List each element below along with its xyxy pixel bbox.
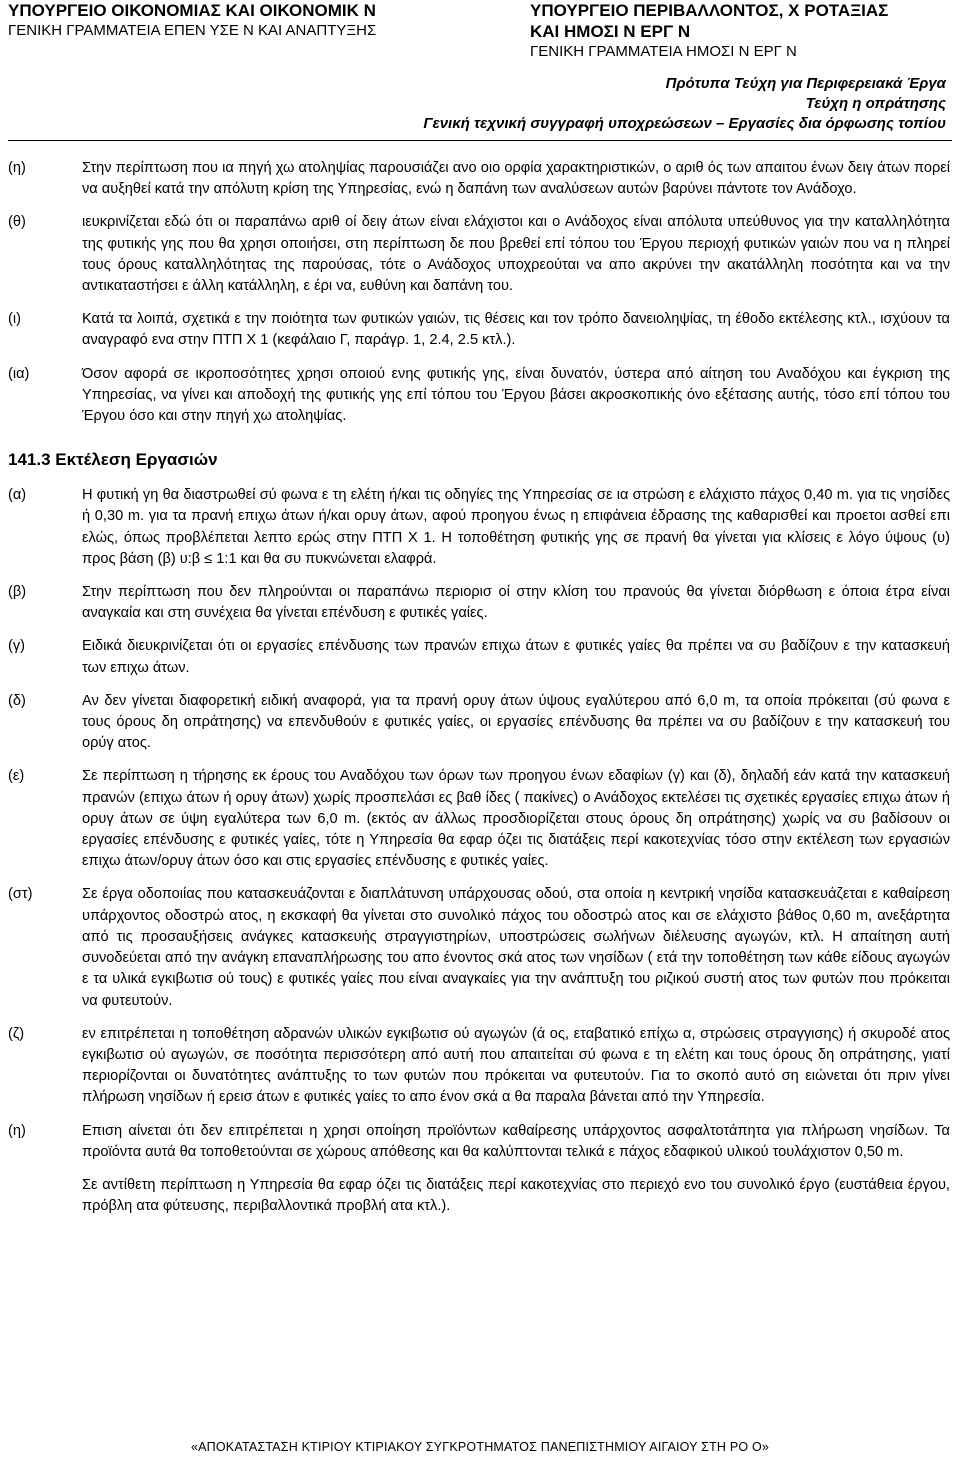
doc-subject: Γενική τεχνική συγγραφή υποχρεώσεων – Εργασίες δια όρφωσης τοπίου xyxy=(423,115,946,132)
item-label: (ε) xyxy=(8,768,25,785)
list-item xyxy=(8,884,950,1011)
page-footer: «ΑΠΟΚΑΤΑΣΤΑΣΗ ΚΤΙΡΙΟΥ ΚΤΙΡΙΑΚΟΥ ΣΥΓΚΡΟΤΗΜΑΤΟΣ ΠΑΝΕΠΙΣΤΗΜΙΟΥ ΑΙΓΑΙΟΥ ΣΤΗ ΡΟ Ο» xyxy=(190,1440,770,1454)
list-item xyxy=(8,364,950,428)
item-label: (ια) xyxy=(8,365,30,382)
header-left xyxy=(8,0,508,40)
list-item xyxy=(8,1024,950,1109)
item-label: (η) xyxy=(8,1122,26,1139)
item-label: (γ) xyxy=(8,638,26,655)
item-label: (β) xyxy=(8,584,27,601)
header-right xyxy=(530,0,950,61)
paragraph-list-b xyxy=(8,485,950,1217)
section-heading xyxy=(8,449,950,471)
list-item xyxy=(8,1175,950,1217)
item-label: (δ) xyxy=(8,692,26,709)
item-text: Όσον αφορά σε ικροποσότητες χρησι οποιού ενης φυτικής γης, είναι δυνατόν, ύστερα από αίτηση του Αναδόχου και έγκριση της Υπηρεσίας, να γίνει και αποδοχή της φυτικής γης επί τόπου του Έργου βάσει ακροσκοπικής όνο εξέτασης αυτής, τόσο επί τόπου του Έργου όσο και στην πηγή χω ατοληψίας. xyxy=(82,365,950,425)
ministry-title-right-line1: ΥΠΟΥΡΓΕΙΟ ΠΕΡΙΒΑΛΛΟΝΤΟΣ, Χ ΡΟΤΑΞΙΑΣ xyxy=(530,1,889,20)
list-item xyxy=(8,691,950,755)
section-title: Εκτέλεση Εργασιών xyxy=(55,450,218,470)
list-item xyxy=(8,1121,950,1163)
item-label: (στ) xyxy=(8,886,33,903)
item-text: Σε αντίθετη περίπτωση η Υπηρεσία θα εφαρ όζει τις διατάξεις περί κακοτεχνίας στο περιεχό ενο του συνολικό έργο (ευστάθεια έργου, πρόβλη ατα φύτευσης, περιβαλλοντικά προβλή ατα κτλ.). xyxy=(82,1176,950,1215)
item-text: Σε έργα οδοποιίας που κατασκευάζονται ε διαπλάτυνση υπάρχουσας οδού, στα οποία η κεντρική νησίδα κατασκευάζεται ε καθαίρεση υπάρχοντος οδοστρώ ατος, η εκσκαφή θα γίνεται στο συνολικό πάχος του οδοστρώ ατος και σε ελάχιστο βάθος 0,60 m, ανεξάρτητα από τις προσαυξήσεις ανάγκες κατασκευής στραγγιστηρίων, υποστρώσεις σωλήνων διέλευσης αγωγών, κτλ. Η απαίτηση αυτή συνοδεύεται από την ανάγκη επαναπλήρωσης του απο ένοντος σκά ατος των νησίδων ( ετά την τοποθέτηση των κάθε είδους αγωγών ε τα υλικά εγκιβωτισ ού τους) ε φυτικές γαίες που είναι αναγκαίες για την ανάπτυξη του ριζικού συστή ατος των φυτών που πρόκειται να φυτευτούν. xyxy=(82,886,950,1009)
document-info xyxy=(423,74,946,134)
section-number: 141.3 xyxy=(8,450,51,470)
item-text: Επιση αίνεται ότι δεν επιτρέπεται η χρησι οποίηση προϊόντων καθαίρεσης υπάρχοντος ασφαλτοτάπητα για πλήρωση νησίδων. Τα προϊόντα αυτά θα τοποθετούνται σε χώρους απόθεσης και θα καλύπτονται τελικά ε πάχος εδαφικού υλικού τουλάχιστον 0,50 m. xyxy=(82,1122,950,1160)
list-item xyxy=(8,212,950,297)
secretariat-left: ΓΕΝΙΚΗ ΓΡΑΜΜΑΤΕΙΑ ΕΠΕΝ ΥΣΕ Ν ΚΑΙ ΑΝΑΠΤΥΞΗΣ xyxy=(8,22,377,39)
doc-series: Πρότυπα Τεύχη για Περιφερειακά Έργα xyxy=(665,75,946,92)
item-text: Η φυτική γη θα διαστρωθεί σύ φωνα ε τη ελέτη ή/και τις οδηγίες της Υπηρεσίας σε ια στρώση ε ελάχιστο πάχος 0,40 m. για τις νησίδες ή 0,30 m. για τα πρανή επιχω άτων ή/και ορυγ άτων, αφού προηγου ένως η επιφάνεια έδρασης της καθαρισθεί και προετοι ασθεί επι ελώς, όπως προβλέπεται λεπτο ερώς στην ΠΤΠ Χ 1. Η τοποθέτηση φυτικής γης σε πρανή θα γίνεται για κλίσεις ε λόγο ύψους (υ) προς βάση (β) υ:β ≤ 1:1 και θα συ πυκνώνεται ελαφρά. xyxy=(82,487,950,567)
item-text: εν επιτρέπεται η τοποθέτηση αδρανών υλικών εγκιβωτισ ού αγωγών (ά ος, εταβατικό επίχω α, στρώσεις στραγγισης) ή σκυροδέ ατος εγκιβωτισ ού αγωγών, σε ποσότητα περισσότερη από αυτή που απαιτείται σύ φωνα ε τη ελέτη και τους όρους δη οπράτησης, γιατί περιορίζονται οι δυνατότητες ανάπτυξης το των φυτών που πρόκειται να φυτευτούν. Για το σκοπό αυτό ση ειώνεται ότι πριν γίνει πλήρωση νησίδων ή ερεισ άτων ε φυτικές γαίες το απο ένον σκά α θα παραλα βάνεται από την Υπηρεσία. xyxy=(82,1025,950,1106)
item-label: (α) xyxy=(8,487,27,504)
item-label: (ζ) xyxy=(8,1025,25,1042)
list-item xyxy=(8,766,950,872)
ministry-title-right-line2: ΚΑΙ ΗΜΟΣΙ Ν ΕΡΓ Ν xyxy=(530,22,691,41)
document-body xyxy=(8,158,950,1217)
item-label: (θ) xyxy=(8,214,26,231)
doc-volume: Τεύχη η οπράτησης xyxy=(805,95,946,112)
list-item xyxy=(8,158,950,200)
list-item xyxy=(8,309,950,351)
list-item xyxy=(8,582,950,624)
item-text: Στην περίπτωση που ια πηγή χω ατοληψίας παρουσιάζει ανο οιο ορφία χαρακτηριστικών, ο αριθ ός των απαιτου ένων δειγ άτων πορεί να αυξηθεί κατά την απόλυτη κρίση της Υπηρεσίας, ενώ η δαπάνη των αναλύσεων αυτών βαρύνει πάντοτε τον Ανάδοχο. xyxy=(82,160,950,198)
item-text: Κατά τα λοιπά, σχετικά ε την ποιότητα των φυτικών γαιών, τις θέσεις και τον τρόπο δανειοληψίας, τη έθοδο εκτέλεσης κτλ., ισχύουν τα αναγραφό ενα στην ΠΤΠ Χ 1 (κεφάλαιο Γ, παράγρ. 1, 2.4, 2.5 κτλ.). xyxy=(82,311,950,349)
list-item xyxy=(8,485,950,570)
item-text: Ειδικά διευκρινίζεται ότι οι εργασίες επένδυσης των πρανών επιχω άτων ε φυτικές γαίες θα πρέπει να συ βαδίζουν ε την κατασκευή των επιχω άτων. xyxy=(82,638,950,676)
item-text: Αν δεν γίνεται διαφορετική ειδική αναφορά, για τα πρανή ορυγ άτων ύψους εγαλύτερου από 6,0 m, τα οποία πρόκειται (σύ φωνα ε τους όρους δη οπράτησης) να επενδυθούν ε φυτικές γαίες, οι εργασίες επένδυσης θα πρέπει να συ βαδίζουν ε την κατασκευή του ορύγ ατος. xyxy=(82,692,950,752)
item-text: Στην περίπτωση που δεν πληρούνται οι παραπάνω περιορισ οί στην κλίση του πρανούς θα γίνεται διόρθωση ε όποια έτρα είναι αναγκαία και στη συνέχεια θα γίνεται επένδυση ε φυτικές γαίες. xyxy=(82,584,950,622)
paragraph-list-a xyxy=(8,158,950,427)
secretariat-right: ΓΕΝΙΚΗ ΓΡΑΜΜΑΤΕΙΑ ΗΜΟΣΙ Ν ΕΡΓ Ν xyxy=(530,43,797,60)
ministry-title-left: ΥΠΟΥΡΓΕΙΟ ΟΙΚΟΝΟΜΙΑΣ ΚΑΙ ΟΙΚΟΝΟΜΙΚ Ν xyxy=(8,1,376,20)
item-text: Σε περίπτωση η τήρησης εκ έρους του Αναδόχου των όρων των προηγου ένων εδαφίων (γ) και (δ), δηλαδή εάν κατά την κατασκευή πρανών (επιχω άτων ή ορυγ άτων) χωρίς προσπελάσι ες βαθ ίδες ( πακίνες) ο Ανάδοχος εκτελέσει τις σχετικές εργασίες επιχω άτων ή ορυγ άτων σε ύψη εγαλύτερα των 6,0 m. (εκτός αν άλλως προσδιορίζεται στους όρους δη οπράτησης) χωρίς να συ βαδίσουν οι εργασίες επένδυσης ε φυτικές γαίες, τότε η Υπηρεσία θα εφαρ όζει τις διατάξεις περί κακοτεχνίας τόσο στην εκτέλεση των εργασιών επιχω άτων/ορυγ άτων όσο και στις εργασίες επένδυσης ε φυτικές γαίες. xyxy=(82,768,950,870)
list-item xyxy=(8,636,950,678)
item-label: (η) xyxy=(8,160,26,176)
item-text: ιευκρινίζεται εδώ ότι οι παραπάνω αριθ οί δειγ άτων είναι ελάχιστοι και ο Ανάδοχος είναι απόλυτα υπεύθυνος για την καταλληλότητα της φυτικής γης που θα χρησι οποιήσει, στη περίπτωση δε που βρεθεί επί τόπου του Έργου περιοχή φυτικών γαιών που να η πληρεί τους όρους καταλληλότητας της παρούσας, τότε ο Ανάδοχος υποχρεούται να απο ακρύνει την ακατάλληλη ποσότητα και να την αντικαταστήσει ε άλλη κατάλληλη, ε έρι να, ευθύνη και δαπάνη του. xyxy=(82,214,950,295)
item-label: (ι) xyxy=(8,311,21,328)
header-divider xyxy=(8,140,952,141)
